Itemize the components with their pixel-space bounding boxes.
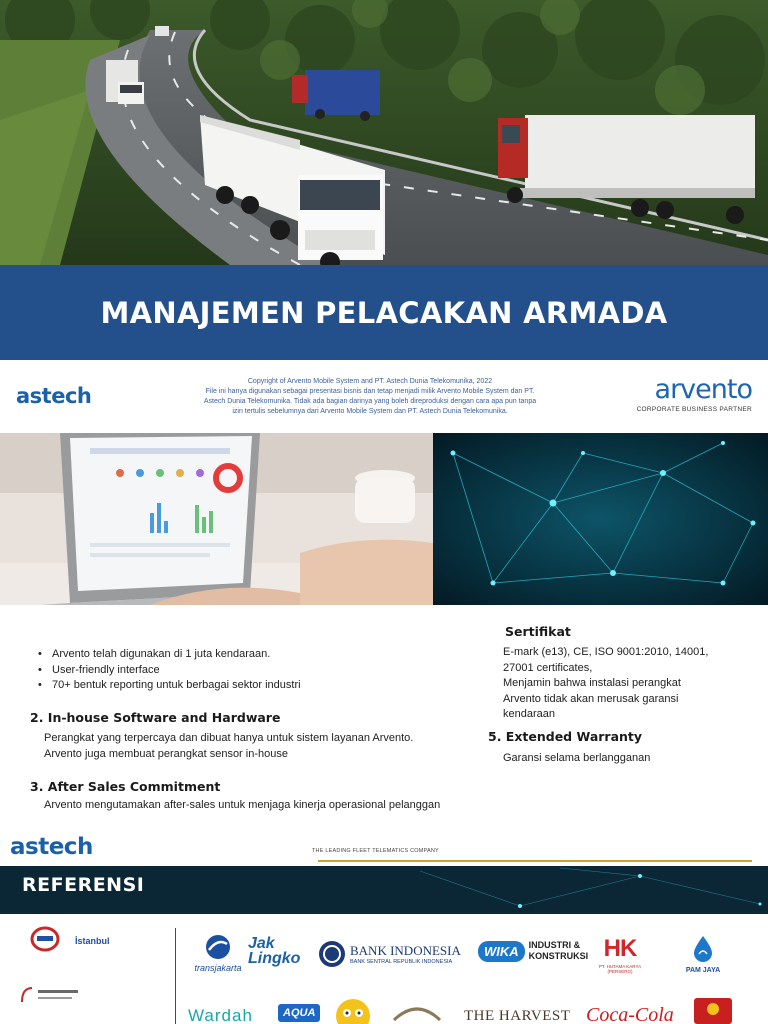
logos-divider xyxy=(175,928,176,1024)
red-badge-logo xyxy=(694,998,732,1024)
wika-logo xyxy=(478,940,588,962)
arvento-tagline: CORPORATE BUSINESS PARTNER xyxy=(636,406,752,413)
arvento-wordmark: arvento xyxy=(654,374,752,405)
istanbul-logo xyxy=(30,926,60,957)
section-2-line: Perangkat yang terpercaya dan dibuat hanya untuk sistem layanan Arvento. xyxy=(44,732,414,744)
bank-indonesia-sub: BANK SENTRAL REPUBLIK INDONESIA xyxy=(350,959,453,965)
coca-cola-logo: Coca-Cola xyxy=(586,1004,674,1024)
client-logos xyxy=(0,914,768,1024)
copyright-line: Copyright of Arvento Mobile System and PT. Astech Dunia Telekomunika, 2022 xyxy=(247,378,493,385)
bank-indonesia-emblem-icon xyxy=(318,940,346,968)
footer-divider xyxy=(318,860,752,862)
section-3-text: Arvento mengutamakan after-sales untuk menjaga kinerja operasional pelanggan xyxy=(44,799,441,811)
istanbul-emblem-icon xyxy=(30,926,60,952)
section-2-line: Arvento juga membuat perangkat sensor in-house xyxy=(44,747,288,760)
certificate-line: kendaraan xyxy=(503,708,555,720)
feature-bullets xyxy=(38,647,301,694)
hutama-karya-badge: HK xyxy=(603,935,637,962)
pam-jaya-label: PAM JAYA xyxy=(685,967,721,974)
hutama-karya-logo xyxy=(598,936,642,974)
aqua-logo: AQUA xyxy=(278,1004,320,1022)
certificate-line: Menjamin bahwa instalasi perangkat xyxy=(503,677,681,689)
hero-photo xyxy=(0,0,768,265)
title-band xyxy=(0,265,768,360)
jaklingko-label-1: Jak xyxy=(248,935,275,952)
copyright-notice xyxy=(180,377,560,417)
bullet-item: • Arvento telah digunakan di 1 juta kendaraan. xyxy=(38,647,301,663)
footer-astech-logo: astech xyxy=(10,834,93,860)
transjakarta-swirl-icon xyxy=(203,934,233,960)
astech-logo: astech xyxy=(16,384,92,408)
hutama-karya-sub: PT. HUTAMA KARYA (PERSERO) xyxy=(598,964,642,974)
certificate-line: 27001 certificates, xyxy=(503,661,593,674)
transjakarta-logo xyxy=(193,934,243,973)
pam-jaya-logo xyxy=(680,934,726,974)
arabic-client-logo xyxy=(18,984,88,1011)
the-harvest-logo: THE HARVEST xyxy=(464,1008,571,1024)
istanbul-label: İstanbul xyxy=(75,936,110,946)
mascot-faces-icon xyxy=(333,998,373,1024)
section-5-heading: 5. Extended Warranty xyxy=(488,729,643,744)
jaklingko-label-2: Lingko xyxy=(248,950,301,967)
section-2-text xyxy=(44,731,413,762)
features-section xyxy=(0,605,768,830)
bullet-item: • 70+ bentuk reporting untuk berbagai sektor industri xyxy=(38,678,301,694)
water-drop-icon xyxy=(692,934,714,962)
red-badge-icon xyxy=(694,998,732,1024)
mascot-logo xyxy=(333,998,373,1024)
certificate-text xyxy=(503,645,708,723)
section-3-heading: 3. After Sales Commitment xyxy=(30,779,221,794)
jaklingko-logo xyxy=(248,936,300,966)
arvento-logo xyxy=(636,374,752,413)
page-title: MANAJEMEN PELACAKAN ARMADA xyxy=(100,295,668,330)
referensi-title: REFERENSI xyxy=(22,874,145,896)
crest-emblem-icon xyxy=(392,1002,442,1022)
footer-tagline: THE LEADING FLEET TELEMATICS COMPANY xyxy=(312,848,439,854)
transjakarta-label: transjakarta xyxy=(194,963,242,973)
wardah-logo: Wardah xyxy=(188,1006,253,1024)
copyright-line: Astech Dunia Telekomunika. Tidak ada bagian darinya yang boleh direproduksi dengan cara apa pun tanpa xyxy=(203,398,537,405)
certificate-line: Arvento tidak akan merusak garansi xyxy=(503,692,679,705)
certificate-heading: Sertifikat xyxy=(505,624,571,639)
network-graphic xyxy=(433,433,768,605)
wika-label-2: KONSTRUKSI xyxy=(528,951,589,961)
bank-indonesia-label: BANK INDONESIA xyxy=(350,943,461,958)
laptop-photo xyxy=(0,433,433,605)
wika-label-1: INDUSTRI & xyxy=(528,940,581,950)
section-5-text: Garansi selama berlangganan xyxy=(503,752,651,764)
bullet-item: • User-friendly interface xyxy=(38,663,301,679)
bank-indonesia-logo xyxy=(318,940,461,968)
wika-badge: WIKA xyxy=(478,941,525,962)
certificate-line: E-mark (e13), CE, ISO 9001:2010, 14001, xyxy=(503,646,709,658)
crest-logo xyxy=(392,1002,442,1024)
copyright-line: File ini hanya digunakan sebagai presentasi bisnis dan tetap menjadi milik Arvento Mobile System dan PT. xyxy=(205,388,535,395)
section-2-heading: 2. In-house Software and Hardware xyxy=(30,710,281,725)
brand-bar xyxy=(0,360,768,433)
referensi-band xyxy=(0,866,768,914)
copyright-line: izin tertulis sebelumnya dari Arvento Mobile System dan PT. Astech Dunia Telekomunika. xyxy=(232,408,508,415)
